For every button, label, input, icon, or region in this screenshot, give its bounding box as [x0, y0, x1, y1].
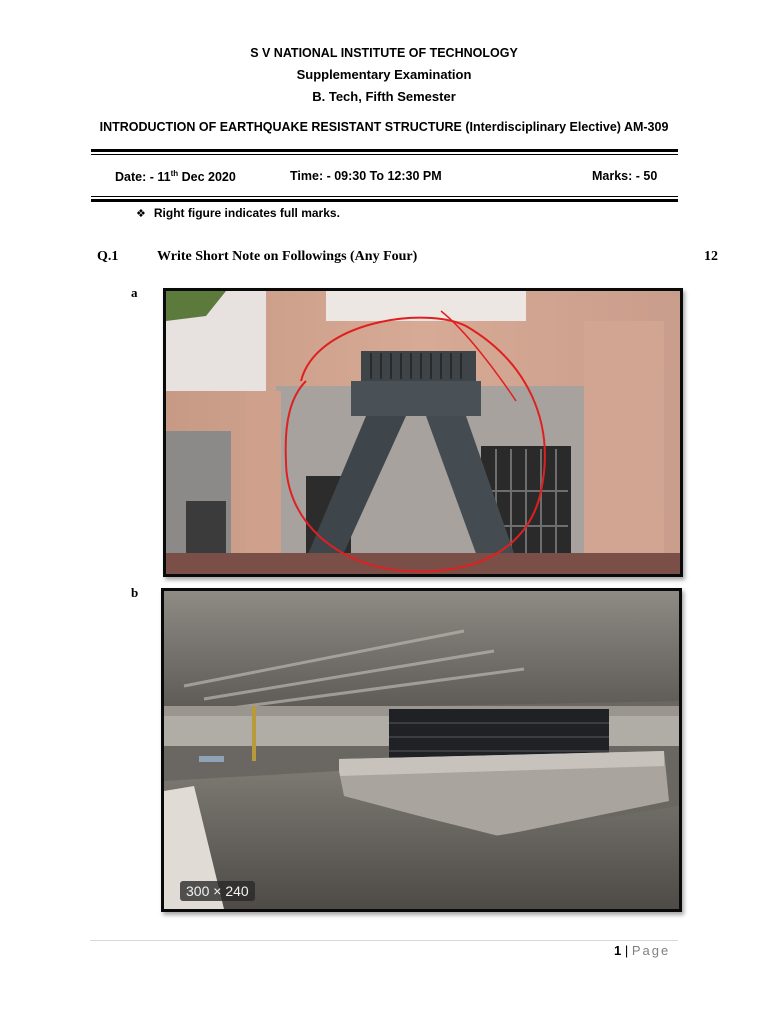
footer-divider	[90, 940, 678, 941]
semester-title: B. Tech, Fifth Semester	[312, 89, 456, 104]
divider	[91, 199, 678, 202]
braced-steel-frame-photo	[163, 288, 683, 577]
course-title: INTRODUCTION OF EARTHQUAKE RESISTANT STRUCTURE (Interdisciplinary Elective) AM-309	[99, 120, 669, 134]
instruction-note	[136, 206, 340, 220]
divider	[91, 149, 678, 152]
question-marks: 12	[704, 249, 718, 264]
exam-date	[115, 169, 236, 184]
braced-frame-illustration	[166, 291, 680, 574]
diamond-bullet-icon: ❖	[136, 208, 146, 220]
date-suffix-sup: th	[170, 169, 179, 178]
question-number: Q.1	[97, 249, 119, 264]
divider	[91, 196, 678, 197]
question-text: Write Short Note on Followings (Any Four)	[157, 249, 418, 264]
instruction-text: Right figure indicates full marks.	[153, 206, 340, 220]
exam-title: Supplementary Examination	[296, 67, 472, 82]
exam-marks: Marks: - 50	[592, 169, 658, 183]
page-label: Page	[631, 943, 671, 958]
institute-name: S V NATIONAL INSTITUTE OF TECHNOLOGY	[250, 46, 518, 60]
item-label-a: a	[131, 285, 138, 300]
page-number: 1	[614, 943, 622, 958]
page-footer	[614, 943, 670, 958]
divider	[91, 154, 678, 155]
item-label-b: b	[131, 585, 139, 600]
image-size-badge: 300 × 240	[180, 881, 255, 901]
page-separator: |	[621, 943, 632, 958]
base-isolator-illustration	[164, 591, 679, 909]
date-prefix: Date: - 11	[115, 170, 171, 185]
date-month-year: Dec 2020	[178, 170, 236, 185]
base-isolator-photo	[161, 588, 682, 912]
exam-time: Time: - 09:30 To 12:30 PM	[290, 169, 442, 183]
